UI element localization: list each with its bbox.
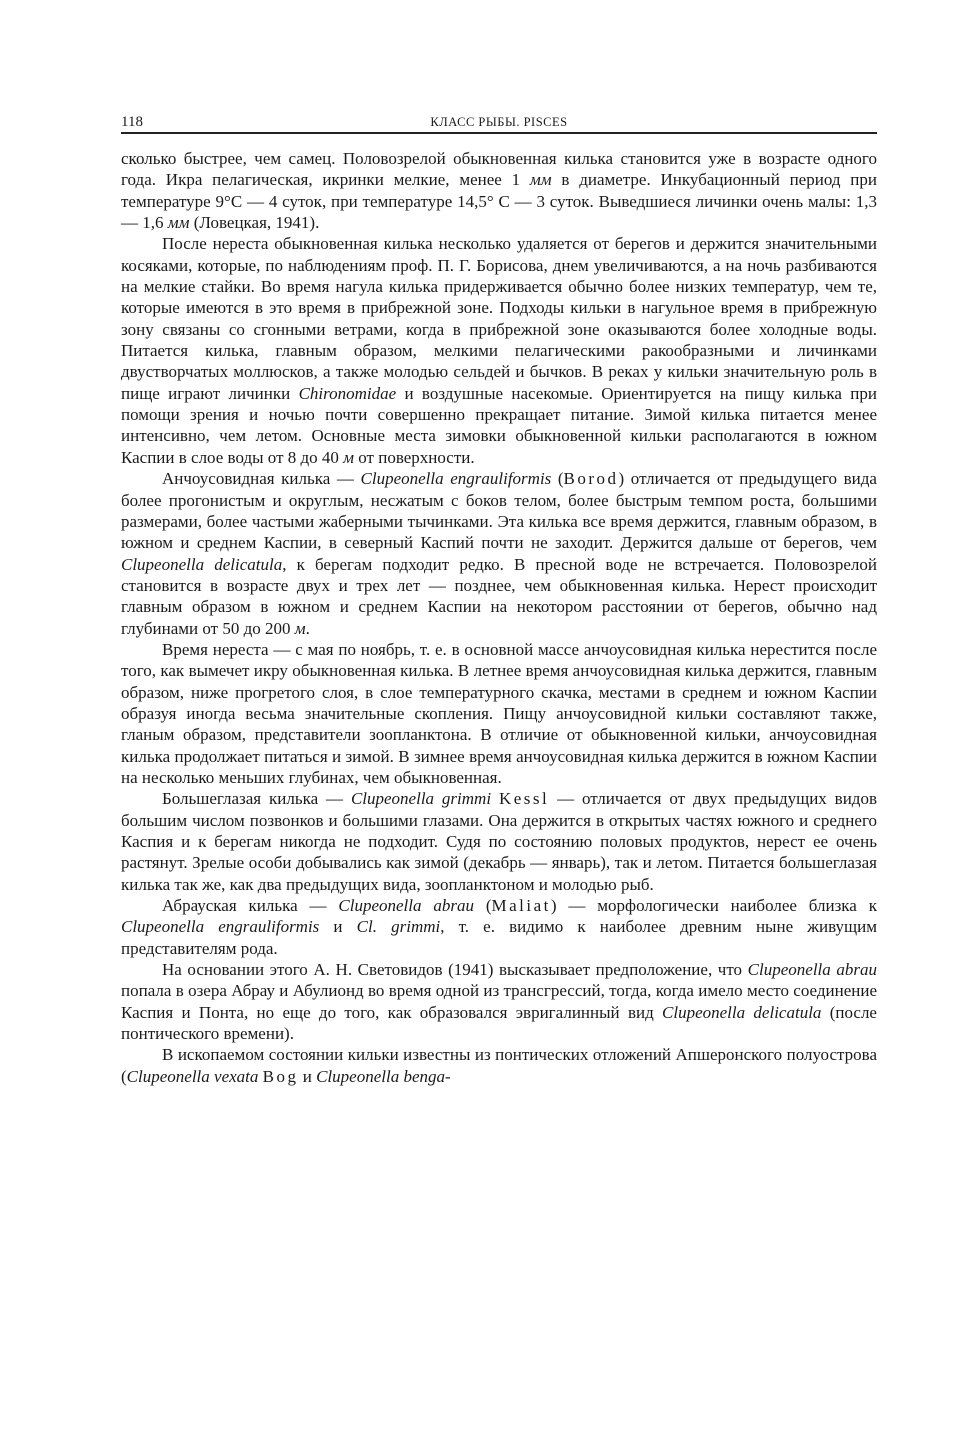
text-run: и (319, 917, 357, 937)
text-run: (Ловецкая, 1941). (189, 213, 320, 233)
text-run: и (298, 1066, 317, 1086)
text-run: в диаметре. Инкубационный период при температуре 9°С — 4 суток, при температуре 14,5° С — 3 суток. Выведшиеся личинки очень малы: 1,3 — 1,6 (121, 170, 877, 233)
paragraph-7 (121, 959, 877, 1044)
page-number: 118 (121, 114, 143, 130)
paragraph-3 (121, 468, 877, 639)
body-text (121, 148, 877, 1087)
text-run: ( (551, 469, 564, 489)
latin-name: Clupeonella engrauliformis (360, 469, 552, 489)
text-run: В ископаемом состоянии кильки известны из понтических отложений Апшеронского полуострова ( (121, 1045, 877, 1086)
text-run: После нереста обыкновенная килька несколько удаляется от берегов и держится значительными косяками, которые, по наблюдениям проф. П. Г. Борисова, днем увеличиваются, а на ночь разбиваются на мелкие стайки. Во время нагула килька придерживается обычно более низких температур, чем те, которые имеются в это время в прибрежной зоне. Подходы кильки в нагульное время в прибрежную зону связаны со сгонными ветрами, когда в прибрежной зоне оказываются более холодные воды. Питается килька, главным образом, мелкими пелагическими ракообразными и личинками двустворчатых моллюсков, а также молодью сельдей и бычков. В реках у кильки значительную роль в пище играют личинки (121, 234, 877, 403)
latin-name: м (343, 447, 355, 467)
author-name: Borod (563, 469, 619, 489)
latin-name: Clupeonella grimmi (350, 789, 492, 809)
latin-name: Cl. grimmi (356, 917, 441, 937)
text-run: Абрауская килька — (162, 896, 339, 916)
text-run: сколько быстрее, чем самец. Половозрелой обыкновенная килька становится уже в возрасте одного года. Икра пелагическая, икринки мелкие, менее 1 (121, 149, 877, 190)
text-run: , к берегам подходит редко. В пресной воде не встречается. Половозрелой становится в возрасте двух и трех лет — позднее, чем обыкновенная килька. Нерест происходит главным образом в южном и среднем Каспии на некотором расстоянии от берегов, обычно над глубинами от 50 до 200 (121, 554, 877, 638)
text-run: ) отличается от предыдущего вида более прогонистым и округлым, несжатым с боков телом, более быстрым темпом роста, большими размерами, более частыми жаберными тычинками. Эта килька все время держится, главным образом, в южном и среднем Каспии, в северный Каспий почти не заходит. Держится дальше от берегов, чем (121, 469, 877, 553)
text-run: и воздушные насекомые. Ориентируется на пищу килька при помощи зрения и ночью почти совершенно прекращает питание. Зимой килька питается менее интенсивно, чем летом. Основные места зимовки обыкновенной кильки располагаются в южном Каспии в слое воды от 8 до 40 (121, 383, 877, 467)
paragraph-5 (121, 788, 877, 895)
author-name: Kessl (498, 789, 550, 809)
paragraph-6 (121, 895, 877, 959)
text-run: попала в озера Абрау и Абулионд во время одной из трансгрессий, тогда, когда имело место соединение Каспия и Понта, но еще до того, как образовался эвригалинный вид (121, 981, 877, 1022)
paragraph-4 (121, 639, 877, 788)
latin-name: Clupeonella abrau (747, 960, 877, 980)
text-run: Время нереста — с мая по ноябрь, т. е. в основной массе анчоусовидная килька нерестится после того, как вымечет икру обыкновенная килька. В летнее время анчоусовидная килька держится, главным образом, ниже прогретого слоя, в слое температурного скачка, местами в среднем и южном Каспии образуя иногда весьма значительные скопления. Пищу анчоусовидной кильки составляют также, гланым образом, представители зоопланктона. В отличие от обыкновенной кильки, анчоусовидная килька продолжает питаться и зимой. В зимнее время анчоусовидная килька держится в южном Каспии на несколько меньших глубинах, чем обыкновенная. (121, 639, 877, 787)
text-run: , т. е. видимо к наиболее древним ныне живущим представителям рода. (121, 917, 877, 958)
text-run: от поверхности. (354, 447, 475, 467)
text-run (491, 789, 499, 808)
latin-name: Clupeonella engrauliformis (121, 917, 320, 937)
page-header (121, 108, 877, 134)
book-page (121, 108, 877, 1087)
text-run: ) — морфологически наиболее близка к (550, 896, 877, 916)
author-name: Bog (262, 1066, 299, 1086)
latin-name: Clupeonella abrau (338, 896, 474, 916)
text-run: (после понтического времени). (121, 1002, 877, 1044)
latin-name: Clupeonella benga- (316, 1066, 451, 1086)
text-run: Большеглазая килька — (162, 789, 351, 809)
author-name: Maliat (491, 896, 551, 916)
text-run: Анчоусовидная килька — (162, 469, 361, 489)
text-run: — отличается от двух предыдущих видов большим числом позвонков и большими глазами. Она держится в открытых частях южного и среднего Каспия и к берегам никогда не подходит. Судя по состоянию половых продуктов, нерест ее очень растянут. Зрелые особи добывались как зимой (декабрь — январь), так и летом. Питается большеглазая килька так же, как два предыдущих вида, зоопланктоном и молодью рыб. (121, 789, 877, 894)
latin-name: Clupeonella delicatula (662, 1002, 822, 1022)
latin-name: мм (529, 170, 552, 190)
text-run: ( (473, 896, 492, 916)
running-title: КЛАСС РЫБЫ. PISCES (430, 115, 568, 129)
text-run: . (305, 618, 310, 638)
latin-name: Chironomidae (298, 383, 397, 403)
latin-name: Clupeonella vexata (126, 1066, 259, 1086)
paragraph-1 (121, 148, 877, 233)
text-run: На основании этого А. Н. Световидов (1941) высказывает предположение, что (162, 960, 748, 980)
latin-name: м (294, 618, 306, 638)
paragraph-8 (121, 1044, 877, 1087)
latin-name: Clupeonella delicatula (121, 554, 283, 574)
latin-name: мм (167, 213, 190, 233)
paragraph-2 (121, 233, 877, 468)
